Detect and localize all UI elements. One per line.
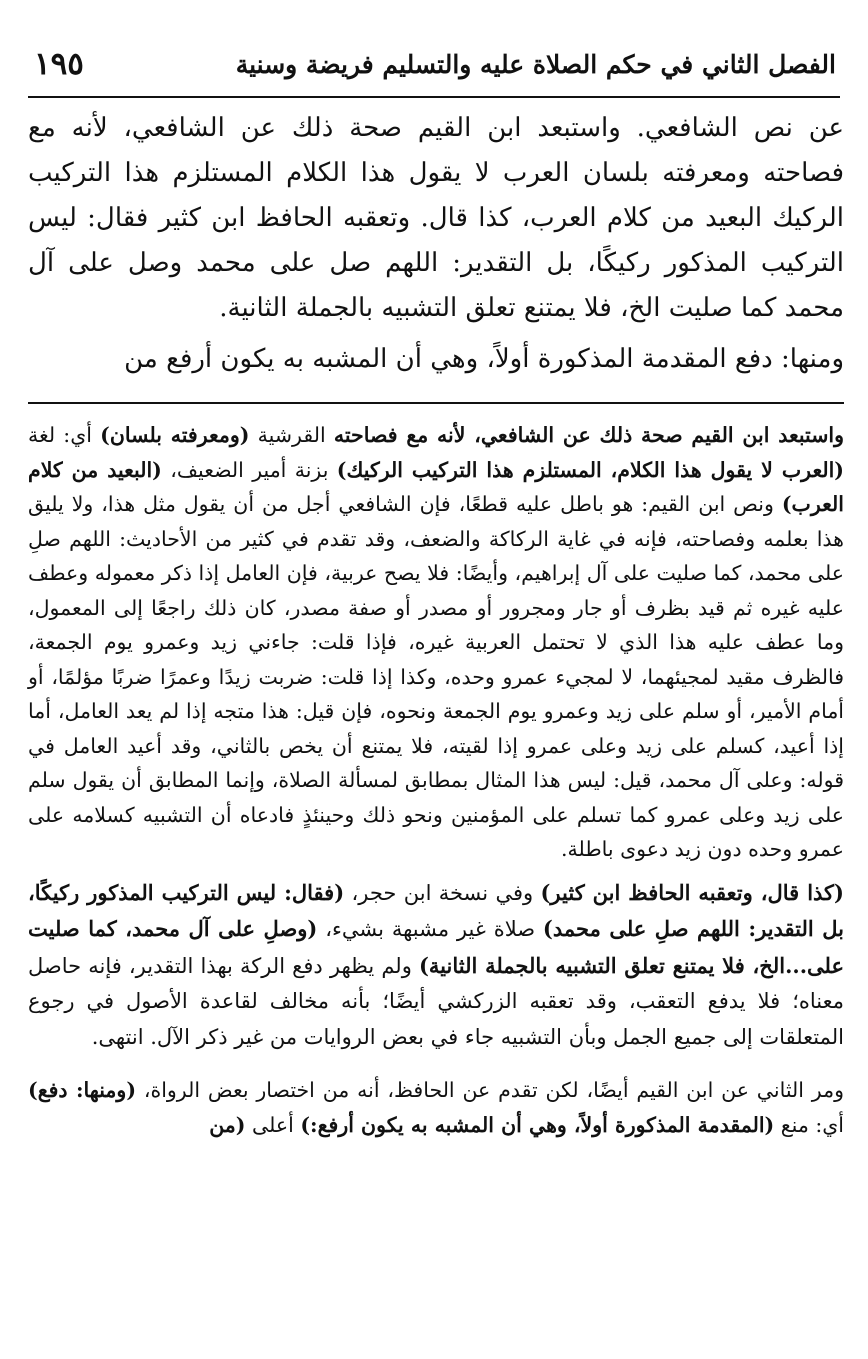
commentary-segment: وفي نسخة ابن حجر، [344, 880, 541, 905]
chapter-title: الفصل الثاني في حكم الصلاة عليه والتسليم فريضة وسنية [235, 50, 836, 79]
main-paragraph-2: ومنها: دفع المقدمة المذكورة أولاً، وهي أن المشبه به يكون أرفع من [124, 344, 844, 374]
page-header [28, 40, 840, 98]
commentary-segment: (البعيد من كلام العرب) [28, 457, 844, 516]
commentary-segment: القرشية [249, 423, 334, 447]
main-paragraph-1: عن نص الشافعي. واستبعد ابن القيم صحة ذلك عن الشافعي، لأنه مع فصاحته ومعرفته بلسان العرب لا يقول هذا الكلام المستلزم هذا التركيب الركيك البعيد من كلام العرب، كذا قال. وتعقبه الحافظ ابن كثير فقال: ليس التركيب المذكور ركيكًا، بل التقدير: اللهم صل على محمد وصل على آل محمد كما صليت الخ، فلا يمتنع تعلق التشبيه بالجملة الثانية. [28, 113, 844, 323]
commentary-segment: (ومعرفته بلسان) [100, 423, 250, 447]
commentary-paragraph-2 [28, 875, 844, 1056]
main-text [28, 106, 844, 382]
commentary-segment: (كذا قال، وتعقبه الحافظ ابن كثير) [540, 879, 844, 905]
commentary-segment: صلاة غير مشبهة بشيء، [317, 917, 543, 941]
commentary-segment: (ومنها: دفع) [28, 1078, 137, 1102]
commentary-segment: ومر الثاني عن ابن القيم أيضًا، لكن تقدم عن الحافظ، أنه من اختصار بعض الرواة، [136, 1078, 844, 1102]
commentary-segment: (المقدمة المذكورة أولاً، وهي أن المشبه به يكون أرفع:) [300, 1112, 775, 1137]
commentary [28, 418, 844, 1142]
commentary-segment: (وصلِ على آل محمد، كما صليت على...الخ، فلا يمتنع تعلق التشبيه بالجملة الثانية) [28, 916, 844, 978]
commentary-segment: واستبعد ابن القيم صحة ذلك عن الشافعي، لأنه مع فصاحته [333, 423, 844, 447]
commentary-segment: أعلى [245, 1112, 301, 1137]
commentary-segment: (العرب لا يقول هذا الكلام، المستلزم هذا التركيب الركيك) [336, 457, 844, 482]
commentary-segment: ولم يظهر دفع الركة بهذا التقدير، فإنه حاصل معناه؛ فلا يدفع التعقب، وقد تعقبه الزركشي أيضًا؛ بأنه مخالف لقاعدة الأصول في رجوع المتعلقات إلى جميع الجمل وبأن التشبيه جاء في بعض الروايات من غير ذكر الآل. انتهى. [28, 953, 844, 1049]
commentary-segment: (فقال: ليس التركيب المذكور ركيكًا، بل التقدير: اللهم صلِ على محمد) [28, 879, 844, 941]
commentary-paragraph-1 [28, 418, 844, 867]
commentary-segment: (من [209, 1112, 246, 1137]
commentary-segment: أي: منع [774, 1112, 844, 1137]
footnote-separator [28, 402, 844, 404]
page-number: ١٩٥ [34, 46, 84, 82]
commentary-segment: أي: لغة [28, 423, 101, 447]
commentary-segment: بزنة أمير الضعيف، [161, 457, 337, 482]
commentary-segment: ونص ابن القيم: هو باطل عليه قطعًا، فإن الشافعي أجل من أن يقول مثل هذا، ولا يليق هذا بعلمه وفصاحته، فإنه في غاية الركاكة والضعف، وقد تقدم في كثير من الأحاديث: اللهم صلِ على محمد، كما صليت على آل إبراهيم، وأيضًا: فلا يصح عربية، فإن العامل إذا ذكر معموله وعطف عليه غيره ثم قيد بظرف أو جار ومجرور أو مصدر أو صفة مصدر، كان ذلك راجعًا إلى المعمول، وما عطف عليه هذا الذي لا تحتمل العربية غيره، فإذا قلت: جاءني زيد وعمرو يوم الجمعة، فالظرف مقيد لمجيئهما، لا لمجيء عمرو وحده، وكذا إذا قلت: ضربت زيدًا وعمرًا ضربًا مؤلمًا، أو أمام الأمير، أو سلم على زيد وعمرو يوم الجمعة ونحوه، فإن قيل: هذا متجه إذا لم يعد العامل، أما إذا أعيد، كسلم على زيد وعلى عمرو إذا لقيته، فلا يمتنع أن يخص بالثاني، وقد أعيد العامل في قوله: وعلى آل محمد، قيل: ليس هذا المثال بمطابق لمسألة الصلاة، وإنما المطابق أن يقول سلم على زيد وعلى عمرو كما تسلم على المؤمنين ونحو ذلك وحينئذٍ فادعاه أن التشبيه كسلامه على عمرو وحده دون زيد دعوى باطلة. [28, 492, 844, 861]
commentary-paragraph-3 [28, 1073, 844, 1142]
